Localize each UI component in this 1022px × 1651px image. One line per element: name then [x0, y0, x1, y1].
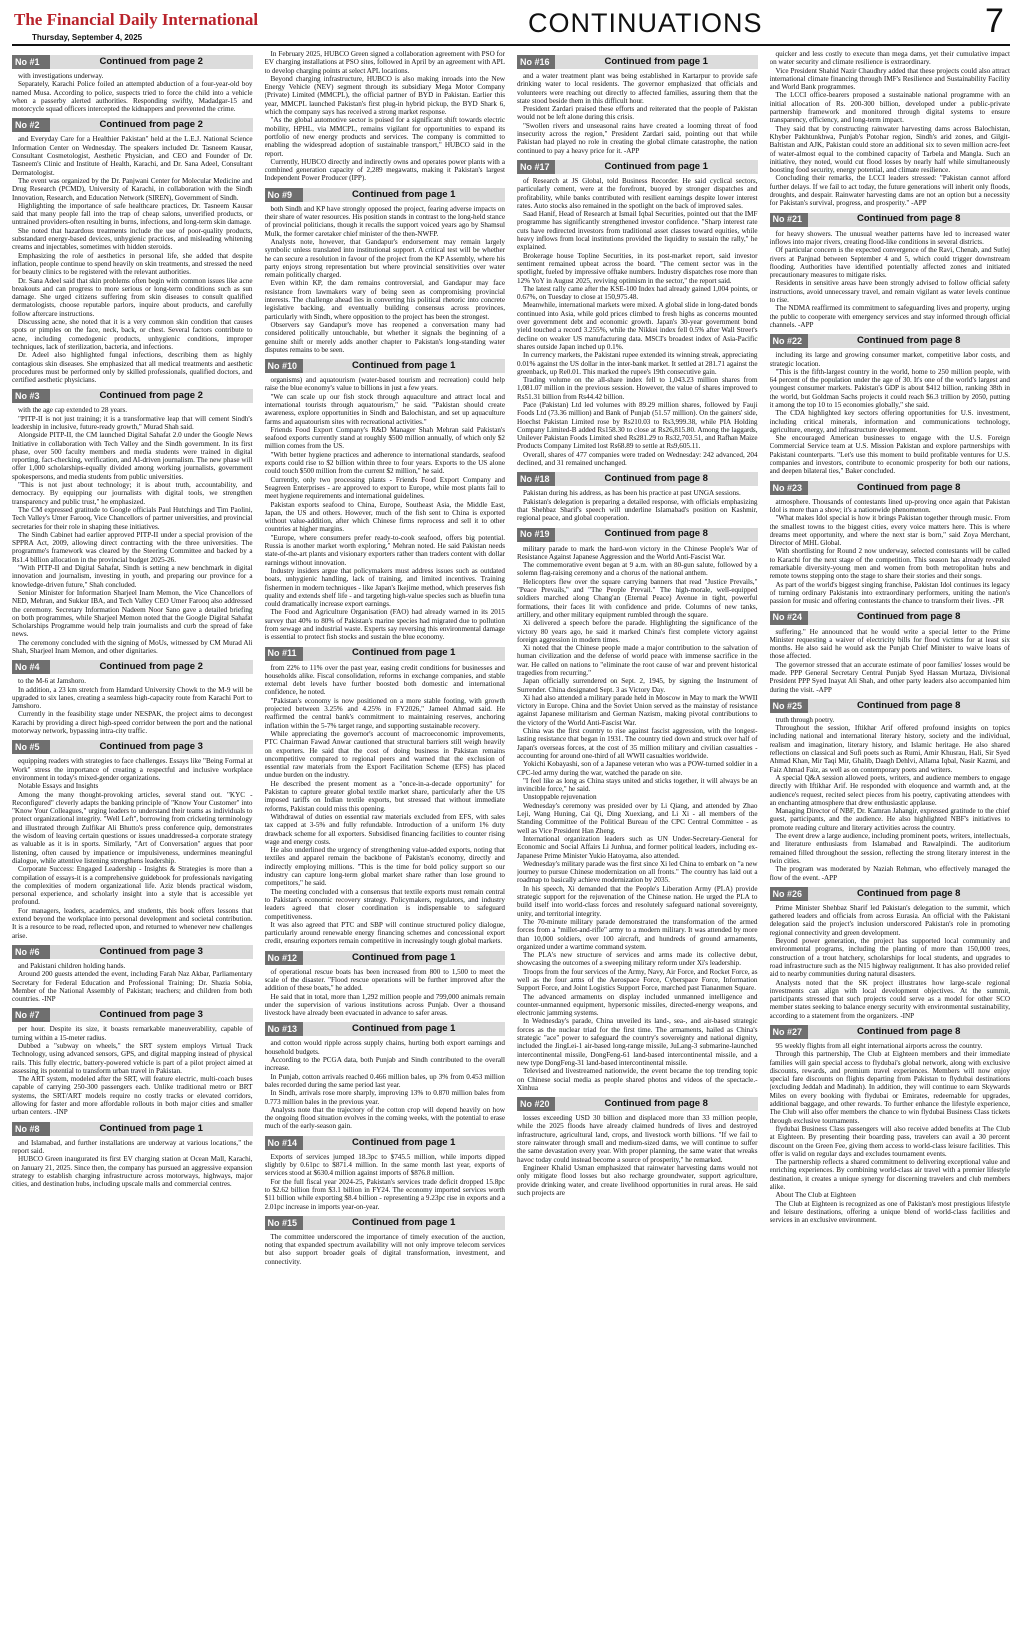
- story-paragraph: Xi had also attended a military parade held in Moscow in May to mark the WWII victory in Europe. China and the Soviet Union served as the mainstay of resistance against Japanese militarism and German Nazism, making pivotal contributions to the victory of the World Anti-Fascist War.: [517, 693, 758, 727]
- continued-story: [12, 55, 253, 113]
- story-paragraph: Wednesday's military parade was the first since Xi led China to embark on "a new journey to pursue Chinese modernization on all fronts." The country has laid out a roadmap to basically achieve modernization by 2035.: [517, 859, 758, 885]
- story-paragraph: With shortlisting for Round 2 now underway, selected contestants will be called to Karachi for the next stage of the competition. This season has already revealed remarkable diversity-young men and women from both metropolitan hubs and remote towns stepping onto the stage to share their stories and their songs.: [769, 547, 1010, 581]
- story-paragraph: Televised and livestreamed nationwide, the event became the top trending topic on Chinese social media as people shared photos and videos of the spectacle.-Xinhua: [517, 1067, 758, 1092]
- page-number: 7: [985, 2, 1004, 40]
- continued-from-label: Continued from page 8: [808, 887, 1011, 901]
- story-header: [265, 188, 506, 202]
- continued-from-label: Continued from page 8: [555, 1097, 758, 1111]
- story-paragraph: "Swollen rivers and unseasonal rains have created a looming threat of food insecurity across the region," President Zardari said, pointing out that while Pakistan had played no role in creating the global climate catastrophe, the nation continued to pay a heavy price for it. -APP: [517, 121, 758, 155]
- story-paragraph: A special Q&A session allowed poets, writers, and audience members to engage directly with Iftikhar Arif. He responded with eloquence and warmth and, at the audience's request, recited select pieces from his poetry, captivating attendees with an enchanting atmosphere that drew enthusiastic applause.: [769, 773, 1010, 807]
- continued-from-label: Continued from page 1: [303, 647, 506, 661]
- continued-from-label: Continued from page 8: [555, 472, 758, 486]
- story-paragraph: and cotton would ripple across supply chains, hurting both export earnings and household budgets.: [264, 1039, 505, 1056]
- story-paragraph: International organization leaders such as UN Under-Secretary-General for Economic and Social Affairs Li Junhua, and former political leaders, including ex-Japanese Prime Minister Yukio Hatoyama, also attended.: [517, 834, 758, 860]
- story-header: [265, 1136, 506, 1150]
- story-paragraph: The CM expressed gratitude to Google officials Paul Hutchings and Tim Paolini, Tech Valley's Umer Farooq, Vice Chancellors of partner universities, and provincial secretaries for their role in shaping these initiatives.: [12, 505, 253, 531]
- story-paragraph: In currency markets, the Pakistani rupee extended its winning streak, appreciating 0.01% against the US dollar in the inter-bank market. It settled at 281.71 against the greenback, up Re0.01. This marked the rupee's 19th consecutive gain.: [517, 351, 758, 376]
- story-number: No #15: [265, 1216, 303, 1230]
- story-paragraph: Friends Food Export Company's R&D Manager Shah Mehran said Pakistan's seafood exports currently stand at roughly $500 million annually, of which only $2 million comes from the US.: [264, 425, 505, 451]
- continued-story: [770, 887, 1011, 1020]
- story-header: [770, 611, 1011, 625]
- story-paragraph: The meeting concluded with a consensus that textile exports must remain central to Pakistan's economic recovery strategy. Policymakers, regulators, and industry leaders agreed that closer coordination is indispensable to safeguard competitiveness.: [264, 887, 505, 921]
- story-paragraph: According to the PCGA data, both Punjab and Sindh contributed to the overall increase.: [264, 1056, 505, 1073]
- story-paragraph: from 22% to 11% over the past year, easing credit conditions for businesses and households alike. Fiscal consolidation, reforms in exchange companies, and stable external debt levels have further boosted both domestic and international confidence, he noted.: [264, 663, 505, 697]
- story-paragraph: and Everyday Care for a Healthier Pakistan" held at the L.E.J. National Science Information Center on Wednesday. The speakers included Dr. Tasneem Kausar, Consultant Cosmetologist, Aesthetic Physician, and CEO and Founder of Dr. Tasneem's Clinic and Institute of Health, Karachi, and Dr. Sana Adeel, Consultant Dermatologist.: [12, 135, 253, 177]
- story-number: No #25: [770, 699, 808, 713]
- story-number: No #27: [770, 1025, 808, 1039]
- story-paragraph: "This is the fifth-largest country in the world, home to 250 million people, with 64 percent of the population under the age of 30. It's one of the world's largest and youngest consumer markets. Pakistan's GDP is about $412 billion, ranking 38th in the world, but Goldman Sachs projects it could reach $6.3 trillion by 2050, putting it among the top 10 to 15 economies globally," she said.: [769, 367, 1010, 409]
- continued-from-label: Continued from page 1: [303, 1216, 506, 1230]
- story-header: [770, 213, 1011, 227]
- story-paragraph: "We can scale up our fish stock through aquaculture and attract local and international tourists through aquatourism," he said. "Pakistan should create awareness, explore opportunities in Sindh and Balochistan, and set up aquaculture farms and aquatourism sites with recreational activities.": [264, 392, 505, 426]
- story-number: No #16: [517, 55, 555, 69]
- continued-from-label: Continued from page 8: [808, 699, 1011, 713]
- story-number: No #18: [517, 472, 555, 486]
- story-header: [12, 118, 253, 132]
- story-paragraph: to the M-6 at Jamshoro.: [18, 677, 87, 686]
- continued-story: [517, 528, 758, 1093]
- story-header: [517, 55, 758, 69]
- story-header: [517, 472, 758, 486]
- story-paragraph: Through this partnership, The Club at Eighteen members and their immediate families will gain special access to flydubai's global network, along with exclusive discounts, rewards, and premium travel experiences. Members will now enjoy special fare discounts on flights departing from Pakistan to flydubai destinations (excluding Jeddah and Madinah). In addition, they will continue to earn Skywards Miles on every booking with flydubai or Emirates, redeemable for upgrades, additional baggage, and other rewards. To further enhance the lifestyle experience, The Club will also offer members the chance to win flydubai Business Class tickets through exclusive tournaments.: [769, 1050, 1010, 1125]
- story-number: No #23: [770, 481, 808, 495]
- story-paragraph: Highlighting the importance of safe healthcare practices, Dr. Tasneem Kausar said that many people fall into the trap of cheap salons, unverified products, or untrained providers-often resulting in burns, infections, and long-term skin damage.: [12, 201, 253, 227]
- story-number: No #19: [517, 528, 555, 542]
- story-header: [517, 528, 758, 542]
- continued-story: [265, 951, 506, 1018]
- story-paragraph: "I feel like as long as China stays united and sticks together, it will always be an invincible force," he said.: [517, 776, 758, 794]
- story-paragraph: The partnership reflects a shared commitment to delivering exceptional value and enriching experiences. By combining world-class air travel with a premier lifestyle destination, it creates a unique synergy for discerning travelers and club members alike.: [769, 1158, 1010, 1192]
- story-header: [12, 740, 253, 754]
- story-paragraph: "What makes Idol special is how it brings Pakistan together through music. From the smallest towns to the biggest cities, every voice matters here. This is where dreams meet opportunity, and where the next star is born," said Zoya Merchant, Director of MHL Global.: [769, 514, 1010, 548]
- continued-story: [12, 740, 253, 940]
- story-paragraph: The LCCI office-bearers proposed a sustainable national programme with an initial allocation of Rs. 200-300 billion, developed under a public-private partnership framework and monitored through digital systems to ensure transparency, efficiency, and long-term impact.: [769, 91, 1010, 125]
- story-header: [12, 55, 253, 69]
- story-number: No #14: [265, 1136, 303, 1150]
- continued-story: [12, 389, 253, 655]
- story-paragraph: per hour. Despite its size, it boasts remarkable maneuverability, capable of turning within a 15-meter radius.: [12, 1025, 253, 1042]
- story-paragraph: Overall, shares of 477 companies were traded on Wednesday: 242 advanced, 204 declined, and 31 remained unchanged.: [517, 450, 758, 468]
- continued-from-label: Continued from page 8: [808, 611, 1011, 625]
- issue-date: Thursday, September 4, 2025: [32, 33, 143, 42]
- story-number: No #8: [12, 1122, 50, 1136]
- story-paragraph: The 70-minute military parade demonstrated the transformation of the armed forces from a "millet-and-rifle" army to a modern military. It was attended by more than 10,000 soldiers, over 100 aircraft, and hundreds of ground armaments, organized under a wartime command system.: [517, 917, 758, 951]
- story-paragraph: Notable Essays and Insights: [18, 782, 99, 791]
- continued-story: [265, 647, 506, 946]
- story-paragraph: China was the first country to rise against fascist aggression, with the longest-lasting resistance that began in 1931. The country tied down and struck over half of Japan's overseas forces, at the cost of 35 million military and civilian casualties - accounting for around one-third of all WWII casualties worldwide.: [517, 727, 758, 760]
- story-number: No #26: [770, 887, 808, 901]
- story-paragraph: "With PITP-II and Digital Sahafat, Sindh is setting a new benchmark in digital innovation and journalism, investing in youth, and preparing our province for a knowledge-driven future," Shah concluded.: [12, 564, 253, 589]
- continued-story: [770, 334, 1011, 475]
- continued-story: [770, 1025, 1011, 1225]
- story-paragraph: Yokichi Kobayashi, son of a Japanese veteran who was a POW-turned soldier in a CPC-led army during the war, watched the parade on site.: [517, 760, 758, 777]
- story-paragraph: She encouraged American businesses to engage with the U.S. Foreign Commercial Service team at U.S. Mission Pakistan and explore partnerships with Pakistani counterparts. "Let's use this moment to build profitable ventures for U.S. companies and investors, contribute to economic prosperity for both our nations, and deepen bilateral ties," Baker concluded.: [769, 434, 1010, 476]
- continued-from-label: Continued from page 1: [303, 1136, 506, 1150]
- story-header: [265, 1022, 506, 1036]
- continued-from-label: Continued from page 1: [303, 188, 506, 202]
- section-title: CONTINUATIONS: [528, 8, 763, 38]
- story-number: No #21: [770, 213, 808, 227]
- story-paragraph: and Pakistani children holding hands.: [18, 961, 126, 970]
- story-paragraph: In Punjab, cotton arrivals reached 0.466 million bales, up 3% from 0.453 million bales recorded during the same period last year.: [264, 1072, 505, 1089]
- story-paragraph: The ART system, modeled after the SRT, will feature electric, multi-coach buses capable of carrying 250-300 passengers each. Unlike traditional metro or BRT systems, the SRT/ART models require no costly tracks or elevated corridors, allowing for faster and more affordable rollouts in both major cities and smaller urban centers. -INP: [12, 1075, 253, 1117]
- continued-story: [770, 50, 1011, 208]
- story-paragraph: and Islamabad, and further installations are underway at various locations," the report said.: [12, 1138, 253, 1155]
- story-paragraph: The CDA highlighted key sectors offering opportunities for U.S. investment, including critical minerals, information and communications technology, agriculture, energy, and infrastructure development.: [769, 409, 1010, 434]
- story-paragraph: Xi noted that the Chinese people made a major contribution to the salvation of human civilization and the defense of world peace with immense sacrifice in the war. He called on nations to "eliminate the root cause of war and prevent historical tragedies from recurring.": [517, 644, 758, 677]
- story-paragraph: In his speech, Xi demanded that the People's Liberation Army (PLA) provide strategic support for the rejuvenation of the Chinese nation. He urged the PLA to build itself into world-class forces and resolutely safeguard national sovereignty, unity, and territorial integrity.: [517, 884, 758, 918]
- masthead: [0, 0, 1022, 44]
- story-header: [12, 1122, 253, 1136]
- story-paragraph: Among the many thought-provoking articles, several stand out. "KYC - Reconfigured" cleverly adapts the banking principle of "Know Your Customer" into "Know Your Colleagues," urging leaders to understand their teams as individuals to protect organizational integrity. "Well Left", borrowing from cricketing terminology and illustrated through Zulfikar Ali Bhutto's press conference quip, demonstrates the wisdom of leaving certain questions or issues unaddressed-a corporate strategy as valuable as it is in sports. Similarly, "Art of Conversation" argues that poor listening, often caused by impatience or impulsiveness, undermines meaningful dialogue, while attentive listening strengthens leadership.: [12, 790, 253, 865]
- story-paragraph: While appreciating the governor's account of macroeconomic improvements, PTC Chairman Fawad Anwar cautioned that structural barriers still weigh heavily on exporters. He said that the cost of doing business in Pakistan remains uncompetitive compared to regional peers and warned that the exclusion of essential raw materials from the Export Facilitation Scheme (EFS) has placed undue burden on the industry.: [264, 729, 505, 780]
- story-paragraph: The NDMA reaffirmed its commitment to safeguarding lives and property, urging the public to cooperate with emergency services and stay informed through official channels. -APP: [769, 304, 1010, 329]
- continued-story: [265, 1136, 506, 1211]
- article-columns: [12, 50, 1010, 1646]
- continued-story: [265, 1022, 506, 1130]
- story-paragraph: Throughout the session, Iftikhar Arif offered profound insights on topics including national and international literary history, society and the individual, realism and imagination, literary history, and Islamic heritage. He also shared reflections on classical and Sufi poets such as Rumi, Amir Khusrau, Hali, Sir Syed Ahmad Khan, Mir Taqi Mir, Ghalib, Daagh Dehlvi, Allama Iqbal, Nasir Kazmi, and Faiz Ahmad Faiz, as well as on contemporary poets and writers.: [769, 724, 1010, 774]
- story-paragraph: Managing Director of NBF, Dr. Kamran Jahangir, expressed gratitude to the chief guest, participants, and the audience. He also highlighted NBF's initiatives to promote reading culture and literary activities across the country.: [769, 807, 1010, 832]
- story-paragraph: Analysts noted that the SK project illustrates how large-scale regional investments can align with local development objectives. At the summit, participants stressed that such projects could serve as a model for other SCO member states seeking to balance energy security with environmental sustainability, according to a statement from the organizers. -INP: [769, 978, 1010, 1020]
- story-paragraph: Currently in the feasibility stage under NESPAK, the project aims to decongest Karachi by providing a direct high-speed corridor between the port and the national motorway network, bypassing intra-city traffic.: [12, 710, 253, 736]
- story-number: No #11: [265, 647, 303, 661]
- story-paragraph: Separately, Karachi Police foiled an attempted abduction of a four-year-old boy named Musa. According to police, suspects tried to force the child into a vehicle when a passerby alerted authorities. Responding swiftly, Madadgar-15 and motorcycle squad officers intercepted the kidnappers and prevented the crime.: [12, 80, 253, 114]
- story-paragraph: organisms) and aquatourism (water-based tourism and recreation) could help raise the blue economy's value to billions in just a few years.: [264, 376, 505, 393]
- story-paragraph: The latest rally came after the KSE-100 Index had already gained 1,004 points, or 0.67%, on Tuesday to close at 150,975.48.: [517, 284, 758, 302]
- story-paragraph: The Sindh Cabinet had earlier approved PITP-II under a special provision of the SPPRA Act, 2009, allowing direct contracting with the three universities. The programme's framework was cleared by the Steering Committee and backed by a Rs1.4 billion allocation in the provincial budget 2025-26.: [12, 530, 253, 564]
- story-header: [265, 951, 506, 965]
- story-paragraph: Troops from the four services of the Army, Navy, Air Force, and Rocket Force, as well as the four arms of the Aerospace Force, Cyberspace Force, Information Support Force, and Joint Logistics Support Force, marched past Tiananmen Square.: [517, 967, 758, 993]
- story-paragraph: Exports of services jumped 18.3pc to $745.5 million, while imports dipped slightly by 0.61pc to $871.4 million. In the same month last year, exports of services stood at $630.4 million against imports of $876.8 million.: [264, 1152, 505, 1178]
- story-paragraph: They said that by constructing rainwater harvesting dams across Balochistan, Khyber Pakhtunkhwa, Punjab's Potohar region, Sindh's arid zones, and Gilgit-Baltistan and AJK, Pakistan could store an additional six to seven million acre-feet of water-almost equal to the combined capacity of Tarbela and Mangla. Such an initiative, they noted, would cut flood losses by nearly half while simultaneously boosting food security, energy potential, and climate resilience.: [769, 124, 1010, 175]
- story-paragraph: Of particular concern is the expected convergence of the Ravi, Chenab, and Sutlej rivers at Panjnad between September 4 and 5, which could trigger downstream flooding. Authorities have identified potentially affected zones and initiated precautionary measures to mitigate risks.: [769, 246, 1010, 280]
- story-paragraph: both Sindh and KP have strongly opposed the project, fearing adverse impacts on their share of water resources. His position stands in contrast to the long-held stance of provincial politicians, though it recalls the support voiced years ago by Shamsul Mulk, the former caretaker chief minister of the then-NWFP.: [264, 204, 505, 238]
- story-number: No #10: [265, 359, 303, 373]
- continued-from-label: Continued from page 8: [555, 528, 758, 542]
- story-paragraph: The PLA's new structure of services and arms made its collective debut, showcasing the outcomes of a sweeping military reform under Xi's leadership.: [517, 951, 758, 968]
- story-paragraph: The Food and Agriculture Organisation (FAO) had already warned in its 2015 survey that 40% to 80% of Pakistan's marine species had migrated due to pollution from sewage and industrial waste. Experts say reversing this environmental damage is essential to protect fish stocks and sustain the blue economy.: [264, 608, 505, 642]
- story-header: [770, 334, 1011, 348]
- story-paragraph: equipping readers with strategies to face challenges. Essays like "Being Formal at Work" stress the importance of creating a respectful and inclusive workplace environment in today's mixed-gender organizations.: [12, 757, 253, 782]
- story-paragraph: In addition, a 23 km stretch from Hamdard University Chowk to the M-9 will be upgraded to six lanes, creating a seamless high-capacity route from Karachi Port to Jamshoro.: [12, 685, 253, 711]
- story-paragraph: Emphasizing the role of aesthetics in personal life, she added that despite inflation, people continue to spend heavily on skin treatments, and stressed the need for beauty clinics to be registered with the relevant authorities.: [12, 251, 253, 277]
- story-paragraph: Brokerage house Topline Securities, in its post-market report, said investor sentiment remained upbeat across the board. "The cement sector was in the spotlight, fueled by impressive offtake numbers. Industry dispatches rose more than 12% YoY in August 2025, reviving optimism in the sector," the report said.: [517, 251, 758, 285]
- story-number: No #12: [265, 951, 303, 965]
- story-paragraph: In Wednesday's parade, China unveiled its land-, sea-, and air-based strategic forces as the nuclear triad for the first time. The armaments, hailed as China's strategic "ace" power to safeguard the country's sovereignty and national dignity, included the JingLei-1 air-based long-range missile, JuLang-3 submarine-launched intercontinental missile, DongFeng-61 land-based intercontinental missile, and a new type DongFeng-31 land-based intercontinental missile.: [517, 1017, 758, 1067]
- story-paragraph: Even within KP, the dam remains controversial, and Gandapur may face resistance from lawmakers wary of being seen as compromising provincial interests. The challenge ahead lies in converting his political rhetoric into concrete legislative backing, and eventually building consensus across provinces, particularly with Sindh, where opposition to the project has been the strongest.: [264, 279, 505, 321]
- continued-from-label: Continued from page 2: [50, 660, 253, 674]
- story-paragraph: Beyond power generation, the project has supported local community and environmental programs, including the planting of more than 150,000 trees, construction of a trout hatchery, scholarships for local students, and upgrades to road infrastructure such as the N15 highway realignment. It has also provided relief aid to nearby communities during natural disasters.: [769, 937, 1010, 979]
- story-paragraph: Industry insiders argue that policymakers must address issues such as outdated boats, unhygienic handling, lack of training, and limited incentives. Training fishermen in modern techniques - like Japan's Ikejime method, which preserves fish quality and extends shelf life - and targeting high-value species such as bluefin tuna could dramatically increase export earnings.: [264, 566, 505, 609]
- story-paragraph: military parade to mark the hard-won victory in the Chinese People's War of Resistance Against Japanese Aggression and the World Anti-Fascist War.: [517, 544, 758, 561]
- story-header: [12, 389, 253, 403]
- story-paragraph: In February 2025, HUBCO Green signed a collaboration agreement with PSO for EV charging installations at PSO sites, followed in April by an agreement with APL to develop charging points at select APL locations.: [264, 50, 505, 75]
- story-paragraph: flydubai Business Class passengers will also receive added benefits at The Club at Eighteen. By presenting their boarding pass, travelers can avail a 30 percent discount on the Green Fee, giving them access to world-class leisure facilities. This offer is valid on regular days and excludes tournament events.: [769, 1124, 1010, 1158]
- story-header: [265, 1216, 506, 1230]
- continued-story: [517, 160, 758, 467]
- story-paragraph: of Research at JS Global, told Business Recorder. He said cyclical sectors, particularly cement, were at the forefront, buoyed by stronger dispatches and profitability, while banks contributed with resilient earnings despite lower interest rates. Auto stocks also remained in the spotlight on the back of improved sales.: [517, 176, 758, 210]
- story-number: No #20: [517, 1097, 555, 1111]
- column-3: [517, 50, 758, 1646]
- story-paragraph: Corporate Success: Engaged Leadership - Insights & Strategies is more than a compilation of essays-it is a comprehensive guidebook for professionals navigating the complexities of modern organizational life. Aziz blends practical wisdom, personal experience, and scholarly insight into a style that is accessible yet profound.: [12, 865, 253, 907]
- story-paragraph: Meanwhile, international markets were mixed. A global slide in long-dated bonds continued into Asia, while gold prices climbed to fresh highs as concerns mounted over government debt and economic growth. Japan's 30-year government bond yield touched a record 3.255%, while the Nikkei index fell 0.5% after Wall Street's decline on weaker US manufacturing data. MSCI's broadest index of Asia-Pacific shares outside Japan inched up 0.1%.: [517, 301, 758, 351]
- story-paragraph: Currently, only two processing plants - Friends Food Export Company and Seagreen Enterprises - are approved to export to Europe, while most plants fail to meet hygiene requirements and international guidelines.: [264, 475, 505, 501]
- story-paragraph: The Club at Eighteen is recognized as one of Pakistan's most prestigious lifestyle and leisure destinations, offering a unique blend of world-class facilities and services in an exclusive environment.: [769, 1199, 1010, 1225]
- story-paragraph: losses exceeding USD 30 billion and displaced more than 33 million people, while the 2025 floods have already claimed hundreds of lives and destroyed infrastructure, agricultural land, crops, and livestock worth billions. "If we fail to store rainwater through small and medium-sized dams, we will continue to suffer the same devastation every year. With proper planning, the same water that wreaks havoc today could instead become a source of prosperity," he remarked.: [517, 1114, 758, 1164]
- story-paragraph: Dubbed a "subway on wheels," the SRT system employs Virtual Track Technology, using advanced sensors, GPS, and digital mapping instead of physical rails. This fully electric, battery-powered vehicle is part of a pilot project aimed at assessing its potential to transform urban travel in Pakistan.: [12, 1041, 253, 1075]
- continued-story: [770, 481, 1011, 606]
- story-header: [265, 359, 506, 373]
- story-number: No #13: [265, 1022, 303, 1036]
- story-paragraph: Wednesday's ceremony was presided over by Li Qiang, and attended by Zhao Leji, Wang Huning, Cai Qi, Ding Xuexiang, and Li Xi - all members of the Standing Committee of the Political Bureau of the CPC Central Committee - as well as Vice President Han Zheng.: [517, 801, 758, 835]
- story-number: No #17: [517, 160, 555, 174]
- continued-from-label: Continued from page 8: [808, 1025, 1011, 1039]
- story-number: No #5: [12, 740, 50, 754]
- story-paragraph: with investigations underway.: [18, 72, 104, 80]
- story-paragraph: It was also agreed that PTC and SBP will continue structured policy dialogue, particularly around renewable energy financing schemes and concessional export credit, ensuring exporters remain competitive in increasingly tough global markets.: [264, 920, 505, 946]
- story-paragraph: "As the global automotive sector is poised for a significant shift towards electric mobility, HPHL, via MMCPL, remains vigilant for opportunities to expand its portfolio of new energy products and services. The company is committed to enabling the widespread adoption of sustainable transport," HUBCO said in the report.: [264, 116, 505, 158]
- story-number: No #22: [770, 334, 808, 348]
- continued-story: [12, 118, 253, 384]
- story-paragraph: Unstoppable rejuvenation: [523, 793, 597, 802]
- story-paragraph: "Europe, where consumers prefer ready-to-cook seafood, offers big potential. Russia is another market worth exploring," Mehran noted. He said Pakistan needs state-of-the-art plants and visionary exporters rather than traders content with dollar earnings without innovation.: [264, 533, 505, 567]
- continued-from-label: Continued from page 1: [555, 55, 758, 69]
- continued-story: [265, 1216, 506, 1266]
- story-paragraph: Vice President Shahid Nazir Chaudhry added that these projects could also attract international climate financing through IMF's Resilience and Sustainability Facility and World Bank programmes.: [769, 66, 1010, 92]
- story-paragraph: Pakistan exports seafood to China, Europe, Southeast Asia, the Middle East, Japan, the US and others. However, much of the fish sent to China is exported without value-addition, after which Chinese firms reprocess and sell it to other countries at higher margins.: [264, 500, 505, 534]
- continued-from-label: Continued from page 3: [50, 1008, 253, 1022]
- story-paragraph: Senior Minister for Information Sharjeel Inam Memon, the Vice Chancellors of NED, Mehran, and Sukkur IBA, and Tech Valley CEO Umer Farooq also addressed the ceremony. Secretary Information Nadeem Noor Sano gave a detailed briefing on both programmes, while Sharjeel Memon noted that the Google Digital Sahafat Scholarships Programme would help train journalists and curb the spread of fake news.: [12, 588, 253, 639]
- story-paragraph: Pace (Pakistan) Ltd led volumes with 89.29 million shares, followed by Fauji Foods Ltd (73.36 million) and Bank of Punjab (51.57 million). On the gainers' side, Hoechst Pakistan Limited rose by Rs210.03 to Rs3,999.38, while PIA Holding Company Limited-B added Rs158.30 to close at Rs26,815.80. Among the laggards, Unilever Pakistan Foods Limited shed Rs281.29 to Rs32,703.51, and Rafhan Maize Products Company Limited lost Rs68.89 to settle at Rs9,605.11.: [517, 400, 758, 451]
- story-number: No #9: [265, 188, 303, 202]
- story-number: No #1: [12, 55, 50, 69]
- story-number: No #7: [12, 1008, 50, 1022]
- story-paragraph: Currently, HUBCO directly and indirectly owns and operates power plants with a combined generation capacity of 2,289 megawatts, making it Pakistan's largest Independent Power Producer (IPP).: [264, 157, 505, 183]
- column-4: [770, 50, 1011, 1646]
- story-paragraph: of operational rescue boats has been increased from 800 to 1,500 to meet the scale of the disaster. "Flood rescue operations will be further improved after the addition of these boats," he added.: [264, 967, 505, 993]
- continued-story: [12, 1122, 253, 1189]
- story-paragraph: "Pakistan's economy is now positioned on a more stable footing, with growth projected between 3.25% and 4.25% in FY2026," Jameel Ahmad said. He reaffirmed the central bank's commitment to maintaining reserves, anchoring inflation within the 5-7% target range, and supporting sustainable recovery.: [264, 696, 505, 730]
- continued-from-label: Continued from page 1: [303, 951, 506, 965]
- story-paragraph: Dr. Adeel also highlighted fungal infections, describing them as highly contagious skin diseases. She emphasized that all medical treatments and aesthetic procedures must be performed only by skilled professionals, qualified doctors, and certified aesthetic physicians.: [12, 351, 253, 385]
- story-paragraph: and a water treatment plant was being established in Kartarpur to provide safe drinking water to local residents. The governor emphasized that officials and volunteers were reaching out directly to affected families, assuring them that the state stood beside them in this difficult hour.: [517, 72, 758, 105]
- continued-from-label: Continued from page 8: [808, 481, 1011, 495]
- story-header: [517, 160, 758, 174]
- continued-from-label: Continued from page 2: [50, 389, 253, 403]
- story-paragraph: for heavy showers. The unusual weather patterns have led to increased water inflows into major rivers, creating flood-like conditions in several districts.: [769, 229, 1010, 246]
- story-header: [770, 481, 1011, 495]
- story-paragraph: Analysts note, however, that Gandapur's endorsement may remain largely symbolic unless translated into institutional support. A critical test will be whether he can secure a resolution in favour of the project from the KP Assembly, where his party enjoys strong representation but where provincial sensitivities over water remain politically charged.: [264, 237, 505, 280]
- story-paragraph: Observers say Gandapur's move has reopened a conversation many had considered politically untouchable, but whether it signals the beginning of a genuine shift or merely adds another chapter to Pakistan's long-standing water disputes remains to be seen.: [264, 320, 505, 354]
- story-number: No #6: [12, 945, 50, 959]
- continued-from-label: Continued from page 1: [303, 359, 506, 373]
- story-paragraph: Xi delivered a speech before the parade. Highlighting the significance of the victory 80 years ago, he said it marked China's first complete victory against foreign aggression in modern times.: [517, 619, 758, 644]
- story-paragraph: Prime Minister Shehbaz Sharif led Pakistan's delegation to the summit, which gathered leaders and officials from across Eurasia. An official with the Pakistani delegation said the project's inclusion underscored Pakistan's role in promoting regional connectivity and green development.: [769, 903, 1010, 937]
- story-header: [12, 1008, 253, 1022]
- column-1: [12, 50, 253, 1646]
- story-header: [770, 1025, 1011, 1039]
- story-paragraph: Saad Hanif, Head of Research at Ismail Iqbal Securities, pointed out that the IMF programme has significantly strengthened investor confidence. "Sharp interest rate cuts have redirected investors from traditional asset classes toward equities, while heavy inflows from local institutions provided the liquidity to sustain the rally," he explained.: [517, 210, 758, 252]
- story-paragraph: He said that in total, more than 1,292 million people and 799,000 animals remain under the supervision of various institutions across Punjab. Over a thousand livestock have already been evacuated in advance to safer areas.: [264, 992, 505, 1018]
- story-paragraph: For the full fiscal year 2024-25, Pakistan's services trade deficit dropped 15.8pc to $2.62 billion from $3.1 billion in FY24. The economy imported services worth $11 billion while exporting $8.4 billion - representing a 9.23pc rise in exports and a 2.01pc increase in imports year-on-year.: [264, 1177, 505, 1211]
- continued-story: [517, 472, 758, 522]
- continued-from-label: Continued from page 3: [50, 945, 253, 959]
- continued-from-label: Continued from page 2: [50, 118, 253, 132]
- story-paragraph: The event was organized by the Dr. Panjwani Center for Molecular Medicine and Drug Research (PCMD), University of Karachi, in collaboration with the Sindh Innovation, Research, and Education Network (SIREN), Government of Sindh.: [12, 176, 253, 202]
- story-paragraph: The event drew a large audience, including prominent poets, writers, intellectuals, and literature enthusiasts from Islamabad and Rawalpindi. The auditorium remained filled throughout the session, reflecting the strong literary interest in the twin cities.: [769, 832, 1010, 865]
- story-paragraph: with the age cap extended to 28 years.: [18, 406, 128, 415]
- story-header: [12, 660, 253, 674]
- continued-story: [12, 1008, 253, 1116]
- story-paragraph: Pakistan's delegation is preparing a detailed response, with officials emphasizing that Shehbaz Sharif's speech will underline Islamabad's position on Kashmir, regional peace, and global cooperation.: [517, 497, 758, 523]
- story-number: No #24: [770, 611, 808, 625]
- story-paragraph: He described the present moment as a "once-in-a-decade opportunity" for Pakistan to capture greater global textile market share, particularly after the US imposed tariffs on Indian textile exports, but stressed that without immediate reforms, Pakistan could miss this opening.: [264, 779, 505, 813]
- continued-story: [517, 55, 758, 155]
- story-paragraph: The commemorative event began at 9 a.m. with an 80-gun salute, followed by a solemn flag-raising ceremony and a chorus of the national anthem.: [517, 561, 758, 578]
- story-paragraph: Discussing acne, she noted that it is a very common skin condition that causes spots or pimples on the face, neck, back, or chest. Several factors contribute to acne, including comedogenic products, unhygienic conditions, improper techniques, lack of sterilization, bacteria, and infections.: [12, 318, 253, 351]
- story-paragraph: "With better hygiene practices and adherence to international standards, seafood exports could rise to $2 billion within three to four years. Exports to the US alone could touch $500 million from the current $2 million," he said.: [264, 450, 505, 476]
- continued-story: [770, 213, 1011, 330]
- story-paragraph: The committee underscored the importance of timely execution of the auction, noting that expanded spectrum availability will not only improve telecom services but also support broader goals of digital transformation, investment, and connectivity.: [264, 1232, 505, 1266]
- story-header: [517, 1097, 758, 1111]
- story-paragraph: About The Club at Eighteen: [775, 1191, 856, 1200]
- continued-from-label: Continued from page 2: [50, 55, 253, 69]
- story-paragraph: Japan officially surrendered on Sept. 2, 1945, by signing the Instrument of Surrender. China designated Sept. 3 as Victory Day.: [517, 677, 758, 694]
- continued-from-label: Continued from page 8: [808, 334, 1011, 348]
- story-paragraph: 95 weekly flights from all eight international airports across the country.: [775, 1041, 983, 1050]
- continued-story: [12, 945, 253, 1003]
- continued-from-label: Continued from page 1: [50, 1122, 253, 1136]
- story-header: [770, 887, 1011, 901]
- continued-story: [12, 660, 253, 735]
- continued-from-label: Continued from page 3: [50, 740, 253, 754]
- continued-story: [265, 50, 506, 183]
- story-number: No #2: [12, 118, 50, 132]
- story-paragraph: President Zardari praised these efforts and reiterated that the people of Pakistan would not be left alone during this crisis.: [517, 105, 758, 122]
- story-paragraph: truth through poetry.: [775, 715, 835, 724]
- story-number: No #4: [12, 660, 50, 674]
- newspaper-name: The Financial Daily International: [14, 10, 259, 29]
- story-paragraph: suffering." He announced that he would write a special letter to the Prime Minister requesting a waiver of electricity bills for flood victims for at least six months. He also said he would ask the Punjab Chief Minister to waive loans of those affected.: [769, 627, 1010, 661]
- continued-story: [265, 359, 506, 642]
- story-paragraph: For managers, leaders, academics, and students, this book offers lessons that extend beyond the workplace into personal development and societal contribution. It is a resource to be read, reflected upon, and returned to whenever new challenges arise.: [12, 906, 253, 940]
- story-paragraph: Dr. Sana Adeel said that skin problems often begin with common issues like acne breakouts and can progress to more serious or long-term conditions such as sun damage. She urged citizens suffering from skin diseases to consult qualified dermatologists, choose reputable parlors, inquire about products, and carefully follow aftercare instructions.: [12, 276, 253, 318]
- continued-from-label: Continued from page 8: [808, 213, 1011, 227]
- continued-story: [265, 188, 506, 354]
- story-paragraph: The governor stressed that an accurate estimate of poor families' losses would be made. PPP General Secretary Central Punjab Syed Hassan Murtaza, Divisional President PPP Syed Inayat Ali Shah, and other party leaders also accompanied him during the visit. -APP: [769, 660, 1010, 694]
- story-paragraph: Alongside PITP-II, the CM launched Digital Sahafat 2.0 under the Google News Initiative in collaboration with Tech Valley and the Sindh government. In its first phase, over 500 faculty members and media students were trained in digital reporting, fact-checking, verification, and AI-driven journalism. The new phase will offer 1,000 scholarships-equally divided among working journalists, government spokespersons, and media students from public universities.: [12, 431, 253, 481]
- story-header: [770, 699, 1011, 713]
- column-2: [265, 50, 506, 1646]
- story-paragraph: Helicopters flew over the square carrying banners that read "Justice Prevails," "Peace Prevails," and "The People Prevail." The high-morale, well-equipped soldiers marched along Chang'an (Eternal Peace) Avenue in tight, powerful formations, their faces lit with confidence and pride. Columns of new tanks, artillery, and other military equipment rumbled through the square.: [517, 577, 758, 619]
- masthead-rule: [12, 44, 1010, 46]
- story-paragraph: The ceremony concluded with the signing of MoUs, witnessed by CM Murad Ali Shah, Sharjeel Inam Memon, and other dignitaries.: [12, 638, 253, 655]
- story-paragraph: The program was moderated by Naziah Rehman, who effectively managed the flow of the event. -APP: [769, 865, 1010, 882]
- story-paragraph: Residents in sensitive areas have been strongly advised to follow official safety instructions, avoid unnecessary travel, and remain vigilant as water levels continue to rise.: [769, 279, 1010, 305]
- story-paragraph: "This is not just about technology; it is about truth, accountability, and democracy. By equipping our journalists with digital tools, we strengthen transparency and public trust," he emphasized.: [12, 481, 253, 506]
- story-paragraph: Trading volume on the all-share index fell to 1,043.23 million shares from 1,081.07 million in the previous session. However, the value of shares improved to Rs51.31 billion from Rs44.42 billion.: [517, 376, 758, 401]
- story-paragraph: Around 200 guests attended the event, including Farah Naz Akbar, Parliamentary Secretary for Federal Education and Professional Training; Dr. Shazia Sobia, Member of the National Assembly of Pakistan; teachers; and children from both countries. -INP: [12, 970, 253, 1004]
- story-paragraph: Engineer Khalid Usman emphasized that rainwater harvesting dams would not only mitigate flood losses but also recharge groundwater, support agriculture, provide drinking water, and create livelihood opportunities in rural areas. He said such projects are: [517, 1163, 758, 1197]
- continued-from-label: Continued from page 1: [555, 160, 758, 174]
- story-header: [265, 647, 506, 661]
- story-paragraph: The advanced armaments on display included unmanned intelligence and counter-unmanned equipment, hypersonic missiles, directed-energy weapons, and electronic jamming systems.: [517, 992, 758, 1018]
- story-paragraph: Beyond charging infrastructure, HUBCO is also making inroads into the New Energy Vehicle (NEV) segment through its subsidiary Mega Motor Company (Private) Limited (MMCPL), the official partner of BYD in Pakistan. Earlier this year, MMCPL launched Pakistan's first plug-in hybrid pickup, the BYD Shark 6, which the company says has received a strong market response.: [264, 74, 505, 117]
- continued-story: [517, 1097, 758, 1197]
- story-paragraph: "PITP-II is not just training; it is a transformative leap that will cement Sindh's leadership in inclusive, future-ready growth," Murad Shah said.: [12, 414, 253, 431]
- story-paragraph: In Sindh, arrivals rose more sharply, improving 13% to 0.870 million bales from 0.773 million bales in the previous year.: [264, 1089, 505, 1106]
- story-number: No #3: [12, 389, 50, 403]
- story-paragraph: HUBCO Green inaugurated its first EV charging station at Ocean Mall, Karachi, on January 21, 2025. Since then, the company has pursued an aggressive expansion strategy to establish charging infrastructure across motorways, highways, major cities, and destination hubs, including upscale malls and commercial centres.: [12, 1155, 253, 1189]
- story-paragraph: Pakistan during his address, as has been his practice at past UNGA sessions.: [523, 489, 741, 498]
- story-paragraph: Analysts note that the trajectory of the cotton crop will depend heavily on how the ongoing flood situation evolves in the coming weeks, with the potential to erase much of the early-season gain.: [264, 1105, 505, 1131]
- continued-from-label: Continued from page 1: [303, 1022, 506, 1036]
- story-paragraph: including its large and growing consumer market, competitive labor costs, and strategic location.: [769, 351, 1010, 368]
- story-paragraph: He also underlined the urgency of strengthening value-added exports, noting that textiles and apparel remain the backbone of Pakistan's economy, directly and indirectly employing millions. "This is the time for bold policy support so our industry can capture long-term global market share rather than lose ground to competitors," he said.: [264, 846, 505, 888]
- story-paragraph: She noted that hazardous treatments include the use of poor-quality products, substandard energy-based devices, unhygienic practices, and misleading whitening creams and injectables, sometimes with hidden steroids.: [12, 226, 253, 252]
- story-paragraph: quicker and less costly to execute than mega dams, yet their cumulative impact on water security and climate resilience is extraordinary.: [769, 50, 1010, 67]
- story-paragraph: Withdrawal of duties on essential raw materials excluded from EFS, with sales tax capped at 3-5% and fully refundable. Introduction of a uniform 1% duty drawback scheme for all exporters. Subsidised financing facilities to counter rising wage and energy costs.: [264, 812, 505, 846]
- story-paragraph: As part of the world's biggest singing franchise, Pakistan Idol continues its legacy of turning ordinary Pakistanis into extraordinary performers, uniting the nation's passion for music and offering contestants the chance to transform their lives. -PR: [769, 580, 1010, 606]
- story-paragraph: atmosphere. Thousands of contestants lined up-proving once again that Pakistan Idol is more than a show; it's a nationwide phenomenon.: [769, 497, 1010, 514]
- story-paragraph: Concluding their remarks, the LCCI leaders stressed: "Pakistan cannot afford further delays. If we fail to act today, the future generations will inherit only floods, droughts, and despair. Rainwater harvesting dams are not an option but a necessity for Pakistan's survival, progress, and prosperity." -APP: [769, 174, 1010, 208]
- continued-story: [770, 611, 1011, 694]
- story-header: [12, 945, 253, 959]
- continued-story: [770, 699, 1011, 882]
